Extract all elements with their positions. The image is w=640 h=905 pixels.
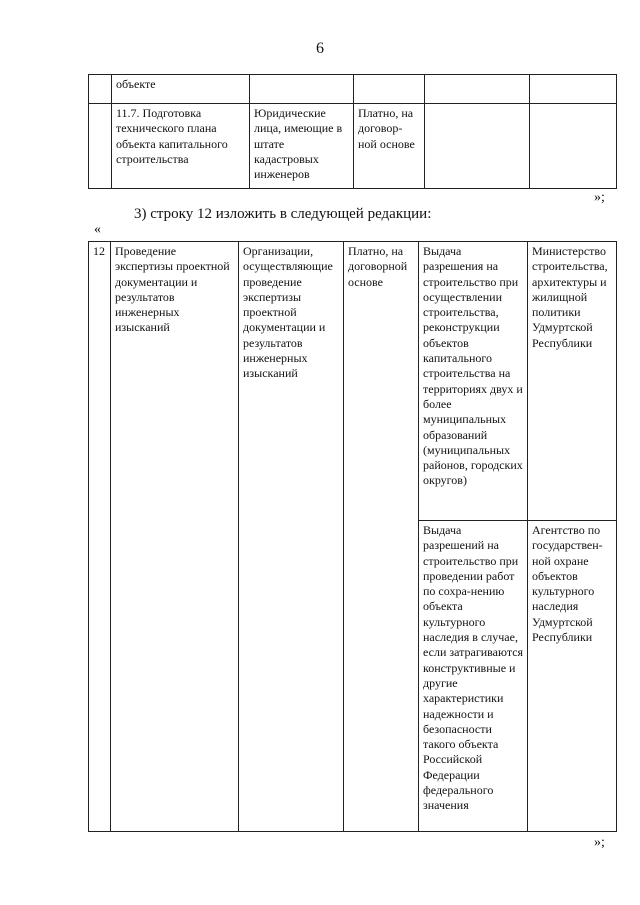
closing-quote: »; — [594, 835, 605, 850]
authority-cell: Агентство по государствен-ной охране объектов культурного наследия Удмуртской Республики — [528, 521, 617, 832]
result-cell: Выдача разрешения на строительство при осуществлении строительства, реконструкции объектов капитального строительства на территориях двух и более муниципальных образований (муниципальных районов, городских округов) — [419, 242, 528, 521]
service-name: Проведение экспертизы проектной документации и результатов инженерных изысканий — [111, 242, 239, 832]
opening-quote: « — [94, 222, 101, 237]
table-cell: 11.7. Подготовка технического плана объекта капитального строительства — [112, 104, 250, 189]
table-row — [89, 75, 617, 104]
table-cell — [89, 75, 112, 104]
row-12-table — [88, 241, 617, 832]
table-cell: Платно, на договор-ной основе — [354, 104, 425, 189]
table-cell — [89, 104, 112, 189]
table-cell — [425, 75, 530, 104]
table-cell — [250, 75, 354, 104]
page-number: 6 — [316, 40, 324, 57]
table-row — [89, 242, 617, 521]
row-number: 12 — [89, 242, 111, 832]
table-cell: Юридические лица, имеющие в штате кадастровых инженеров — [250, 104, 354, 189]
table-row — [89, 104, 617, 189]
table-cell: объекте — [112, 75, 250, 104]
payment-terms: Платно, на договорной основе — [344, 242, 419, 832]
table-cell — [354, 75, 425, 104]
table-cell — [530, 75, 617, 104]
table-cell — [425, 104, 530, 189]
instruction-text: 3) строку 12 изложить в следующей редакции: — [134, 206, 432, 222]
service-providers: Организации, осуществляющие проведение экспертизы проектной документации и результатов инженерных изысканий — [239, 242, 344, 832]
closing-quote: »; — [594, 190, 605, 205]
authority-cell: Министерство строительства, архитектуры и жилищной политики Удмуртской Республики — [528, 242, 617, 521]
table-cell — [530, 104, 617, 189]
result-cell: Выдача разрешений на строительство при проведении работ по сохра-нению объекта культурного наследия в случае, если затрагиваются конструктивные и другие характеристики надежности и безопасности такого объекта Российской Федерации федерального значения — [419, 521, 528, 832]
previous-table-fragment — [88, 74, 617, 189]
